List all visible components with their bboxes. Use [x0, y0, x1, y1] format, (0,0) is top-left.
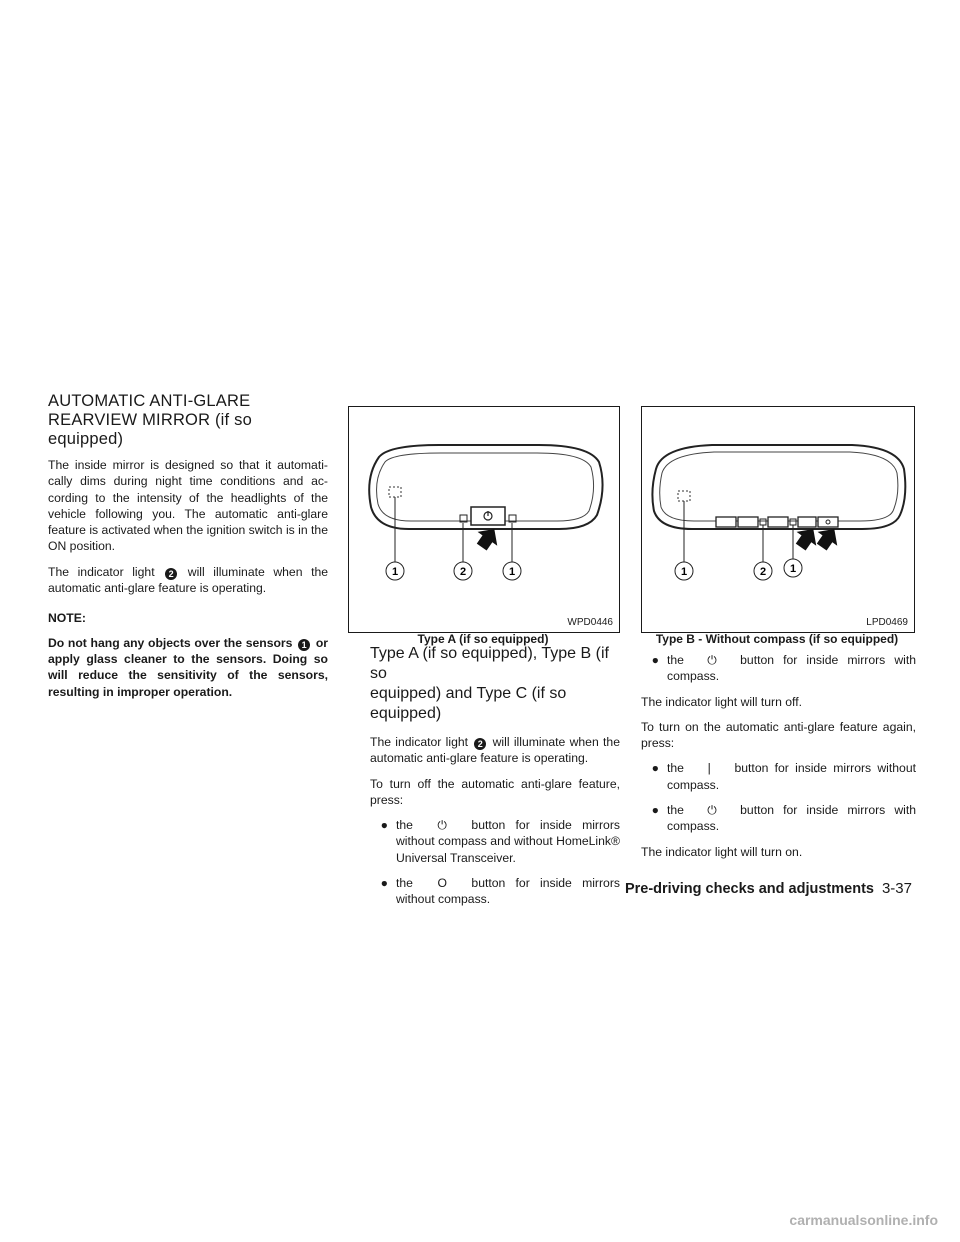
- bullet-text-post: button for inside mirrors with compass.: [667, 803, 917, 834]
- figure-type-a: [348, 406, 620, 633]
- bullet-icon: ●: [380, 876, 388, 891]
- figure-a-label-1: 1: [391, 566, 399, 578]
- figure-b-label-3: 1: [789, 563, 797, 575]
- turn-on-result: The indicator light will turn on.: [641, 844, 803, 859]
- power-icon: ⏻: [707, 653, 717, 667]
- list-item: [641, 760, 916, 793]
- mirror-type-b-illustration: [642, 407, 914, 632]
- off-button-icon: [818, 517, 838, 527]
- figure-a-caption: Type A (if so equipped): [417, 632, 549, 646]
- figure-b-label-2: 2: [759, 566, 767, 578]
- bullet-icon: ●: [651, 761, 659, 776]
- bullet-text-post: button for inside mirrors without compass.: [667, 761, 916, 792]
- section-heading-line2: REARVIEW MIRROR (if so equipped): [48, 411, 252, 448]
- list-item: [641, 802, 916, 835]
- note-text-post: or apply glass cleaner to the sensors. Doing so will reduce the sensitivity of the sensors, resulting in improper operation.: [48, 635, 329, 699]
- mirror-type-a-illustration: [349, 407, 619, 632]
- intro-paragraph: The inside mirror is designed so that it automati-cally dims during night time conditions and ac-cording to the intensity of the headlights of the vehicle following you. The automatic anti-glare feature is activated when the ignition switch is in the ON position.: [48, 458, 328, 554]
- list-item: [370, 875, 620, 908]
- figure-a-label-3: 1: [508, 566, 516, 578]
- watermark: carmanualsonline.info: [789, 1212, 938, 1228]
- turn-off-result: The indicator light will turn off.: [641, 694, 802, 709]
- bullet-text-post: button for inside mirrors without compass and without HomeLink® Universal Transceiver.: [396, 818, 620, 865]
- figure-a-label-2: 2: [459, 566, 467, 578]
- bullet-icon: ●: [380, 818, 388, 833]
- power-icon: ⏻: [707, 803, 717, 818]
- bullet-text-pre: the: [667, 761, 684, 776]
- indicator-paragraph: [48, 564, 328, 597]
- figure-type-b: [641, 406, 915, 633]
- types-heading-line2: equipped) and Type C (if so equipped): [370, 685, 567, 722]
- bullet-text-pre: the: [667, 803, 684, 818]
- left-column: [48, 392, 328, 709]
- figure-b-caption: Type B - Without compass (if so equipped): [655, 632, 899, 646]
- off-symbol-icon: O: [437, 876, 447, 891]
- note-text-pre: Do not hang any objects over the sensors: [48, 635, 293, 650]
- turn-on-intro: To turn on the automatic anti-glare feature again, press:: [641, 719, 916, 751]
- callout-2-icon: 2: [165, 568, 177, 580]
- power-icon: ⏻: [437, 818, 447, 833]
- note-paragraph: [48, 635, 328, 700]
- on-button-icon: [798, 517, 816, 527]
- bullet-text-pre: the: [667, 653, 684, 667]
- indicator-light-icon: [760, 519, 766, 525]
- page-footer: [625, 880, 912, 897]
- indicator-text-post: will illuminate when the automatic anti-glare feature is operating.: [48, 564, 329, 596]
- indicator-text-pre: The indicator light: [48, 564, 155, 579]
- types-indicator-post: will illuminate when the automatic anti-glare feature is operating.: [370, 735, 620, 766]
- bullet-text-post: button for inside mirrors without compass.: [396, 876, 620, 907]
- bullet-text-post: button for inside mirrors with compass.: [667, 653, 917, 684]
- middle-column: [370, 644, 620, 917]
- rear-sensor-icon: [790, 519, 796, 525]
- sensor-icon: [389, 487, 401, 497]
- section-heading-line1: AUTOMATIC ANTI-GLARE: [48, 392, 251, 410]
- sensor-icon: [678, 491, 690, 501]
- right-column: [641, 652, 916, 869]
- types-indicator-paragraph: [370, 734, 620, 767]
- figure-b-code: LPD0469: [866, 617, 908, 628]
- types-heading: [370, 644, 620, 724]
- figure-a-code: WPD0446: [567, 617, 613, 628]
- turn-off-intro: To turn off the automatic anti-glare feature, press:: [370, 776, 620, 807]
- bullet-icon: ●: [651, 653, 659, 667]
- footer-chapter: Pre-driving checks and adjustments: [624, 881, 874, 897]
- bullet-text-pre: the: [396, 818, 413, 833]
- bullet-icon: ●: [651, 803, 659, 818]
- list-item: [370, 817, 620, 866]
- note-title: NOTE:: [48, 611, 86, 626]
- arrow-icon: [472, 522, 504, 554]
- types-indicator-pre: The indicator light: [370, 735, 469, 749]
- bullet-text-pre: the: [396, 876, 413, 891]
- figure-b-label-1: 1: [680, 566, 688, 578]
- on-symbol-icon: |: [707, 761, 711, 776]
- types-heading-line1: Type A (if so equipped), Type B (if so: [370, 645, 609, 682]
- callout-1-icon: 1: [298, 639, 310, 651]
- list-item: [641, 652, 916, 685]
- callout-2-icon: 2: [474, 738, 486, 750]
- section-heading: [48, 392, 328, 449]
- page-number: 3-37: [881, 880, 912, 897]
